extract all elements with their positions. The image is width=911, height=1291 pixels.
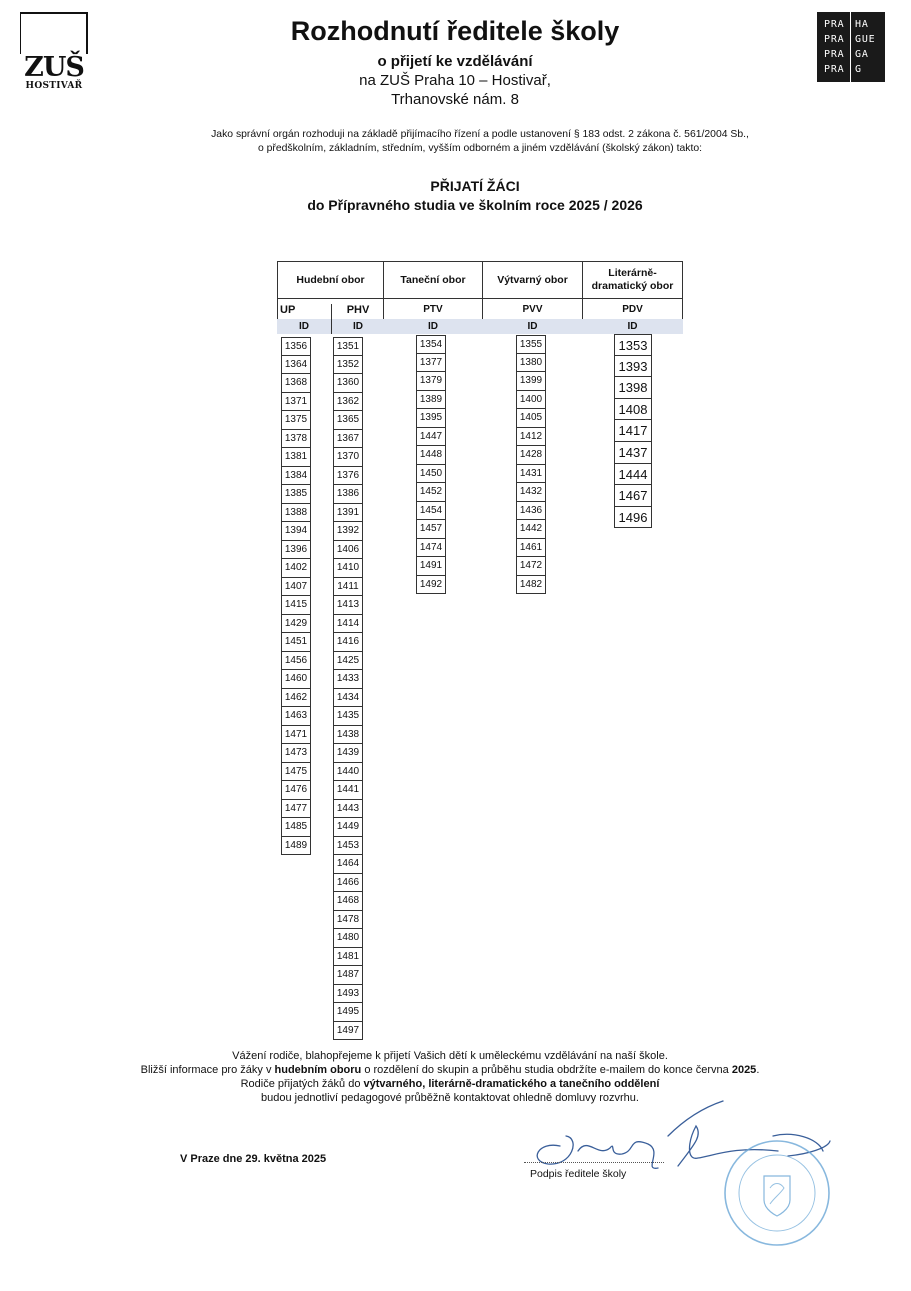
id-cell: 1385 — [281, 485, 311, 504]
id-cell: 1461 — [516, 539, 546, 558]
id-cell: 1452 — [416, 483, 446, 502]
praha-logo-text: PRA — [824, 19, 845, 30]
id-cell: 1463 — [281, 707, 311, 726]
subheader-up: UP — [280, 304, 296, 316]
id-cell: 1391 — [333, 504, 363, 523]
footer-text: o rozdělení do skupin a průběhu studia obdržíte e-mailem do konce června — [361, 1064, 732, 1076]
id-cell: 1433 — [333, 670, 363, 689]
id-cell: 1460 — [281, 670, 311, 689]
id-cell: 1384 — [281, 467, 311, 486]
subheader-ptv: PTV — [423, 304, 443, 315]
id-cell: 1472 — [516, 557, 546, 576]
id-cell: 1412 — [516, 428, 546, 447]
id-cell: 1413 — [333, 596, 363, 615]
id-cell: 1444 — [614, 464, 652, 486]
id-cell: 1443 — [333, 800, 363, 819]
footer-line: Vážení rodiče, blahopřejeme k přijetí Vašich dětí k uměleckému vzdělávání na naší škole. — [232, 1050, 668, 1062]
id-cell: 1353 — [614, 334, 652, 356]
id-cell: 1466 — [333, 874, 363, 893]
id-column-pdv — [614, 334, 652, 528]
id-cell: 1395 — [416, 409, 446, 428]
footer-line — [100, 1077, 800, 1091]
id-cell: 1417 — [614, 420, 652, 442]
id-cell: 1456 — [281, 652, 311, 671]
zus-logo-subtext: HOSTIVAŘ — [25, 81, 83, 91]
id-cell: 1411 — [333, 578, 363, 597]
id-cell: 1468 — [333, 892, 363, 911]
id-cell: 1389 — [416, 391, 446, 410]
id-cell: 1428 — [516, 446, 546, 465]
praha-logo — [817, 12, 885, 82]
id-cell: 1437 — [614, 442, 652, 464]
id-cell: 1436 — [516, 502, 546, 521]
id-cell: 1375 — [281, 411, 311, 430]
id-cell: 1371 — [281, 393, 311, 412]
id-cell: 1368 — [281, 374, 311, 393]
document-date: V Praze dne 29. května 2025 — [180, 1153, 327, 1165]
id-cell: 1398 — [614, 377, 652, 399]
id-cell: 1496 — [614, 507, 652, 529]
id-cell: 1355 — [516, 335, 546, 354]
id-cell: 1474 — [416, 539, 446, 558]
id-cell: 1416 — [333, 633, 363, 652]
praha-logo-text: GA — [855, 49, 869, 60]
praha-logo-text: HA — [855, 19, 869, 30]
group-header-drama: Literárně-dramatický obor — [582, 261, 683, 299]
id-cell: 1435 — [333, 707, 363, 726]
id-cell: 1434 — [333, 689, 363, 708]
id-header-pvv: ID — [527, 321, 538, 332]
id-cell: 1477 — [281, 800, 311, 819]
id-cell: 1476 — [281, 781, 311, 800]
id-cell: 1467 — [614, 485, 652, 507]
praha-logo-text: PRA — [824, 49, 845, 60]
id-cell: 1451 — [281, 633, 311, 652]
id-cell: 1478 — [333, 911, 363, 930]
id-cell: 1393 — [614, 356, 652, 378]
id-cell: 1410 — [333, 559, 363, 578]
id-cell: 1399 — [516, 372, 546, 391]
intro-line: o předškolním, základním, středním, vyšším odborném a jiném vzdělávání (školský zákon) takto: — [257, 143, 703, 154]
id-cell: 1482 — [516, 576, 546, 595]
id-cell: 1400 — [516, 391, 546, 410]
praha-logo-text: PRA — [824, 64, 845, 75]
praha-logo-text: PRA — [824, 34, 845, 45]
praha-logo-text: G — [855, 64, 862, 75]
id-cell: 1447 — [416, 428, 446, 447]
id-cell: 1457 — [416, 520, 446, 539]
id-cell: 1378 — [281, 430, 311, 449]
footer-text-bold: 2025 — [731, 1064, 757, 1076]
id-cell: 1442 — [516, 520, 546, 539]
id-cell: 1441 — [333, 781, 363, 800]
id-cell: 1431 — [516, 465, 546, 484]
school-address: Trhanovské nám. 8 — [391, 91, 519, 108]
id-cell: 1396 — [281, 541, 311, 560]
id-cell: 1432 — [516, 483, 546, 502]
praha-logo-text: GUE — [855, 34, 876, 45]
id-cell: 1354 — [416, 335, 446, 354]
zus-logo-text: ZUŠ — [18, 54, 90, 82]
praha-logo-col1 — [824, 17, 844, 77]
id-column-up — [281, 337, 311, 855]
footer-text-bold: výtvarného, literárně-dramatického a tanečního oddělení — [363, 1078, 660, 1090]
id-cell: 1480 — [333, 929, 363, 948]
subheader-pvv: PVV — [522, 304, 543, 315]
praha-logo-divider — [850, 12, 851, 82]
id-cell: 1495 — [333, 1003, 363, 1022]
id-cell: 1485 — [281, 818, 311, 837]
id-cell: 1362 — [333, 393, 363, 412]
id-cell: 1471 — [281, 726, 311, 745]
id-cell: 1489 — [281, 837, 311, 856]
school-stamp — [722, 1138, 832, 1248]
id-cell: 1440 — [333, 763, 363, 782]
id-cell: 1376 — [333, 467, 363, 486]
id-cell: 1364 — [281, 356, 311, 375]
id-cell: 1439 — [333, 744, 363, 763]
id-cell: 1415 — [281, 596, 311, 615]
id-header-ptv: ID — [428, 321, 438, 332]
id-cell: 1407 — [281, 578, 311, 597]
id-cell: 1429 — [281, 615, 311, 634]
id-cell: 1438 — [333, 726, 363, 745]
id-cell: 1454 — [416, 502, 446, 521]
id-cell: 1450 — [416, 465, 446, 484]
subheader-pdv: PDV — [622, 304, 643, 315]
id-cell: 1394 — [281, 522, 311, 541]
id-column-ptv — [416, 335, 446, 594]
signature-line — [524, 1162, 664, 1163]
id-cell: 1351 — [333, 337, 363, 356]
document-subtitle: o přijetí ke vzdělávání — [377, 53, 533, 70]
id-cell: 1448 — [416, 446, 446, 465]
admission-table-header — [277, 261, 683, 335]
id-cell: 1481 — [333, 948, 363, 967]
id-cell: 1475 — [281, 763, 311, 782]
id-header-pdv: ID — [627, 321, 638, 332]
id-cell: 1360 — [333, 374, 363, 393]
id-cell: 1386 — [333, 485, 363, 504]
id-column-pvv — [516, 335, 546, 594]
intro-line: Jako správní orgán rozhoduji na základě přijímacího řízení a podle ustanovení § 183 odst. 2 zákona č. 561/2004 Sb., — [211, 129, 749, 140]
footer-line — [100, 1063, 800, 1077]
id-header-phv: ID — [331, 319, 384, 334]
id-cell: 1493 — [333, 985, 363, 1004]
id-cell: 1380 — [516, 354, 546, 373]
footer-text: Rodiče přijatých žáků do — [240, 1078, 364, 1090]
section-heading: PŘIJATÍ ŽÁCI — [430, 178, 520, 194]
footer-text: . — [756, 1064, 760, 1076]
id-cell: 1367 — [333, 430, 363, 449]
id-cell: 1408 — [614, 399, 652, 421]
id-cell: 1491 — [416, 557, 446, 576]
document-title: Rozhodnutí ředitele školy — [290, 16, 620, 46]
id-cell: 1402 — [281, 559, 311, 578]
id-cell: 1464 — [333, 855, 363, 874]
id-cell: 1449 — [333, 818, 363, 837]
id-cell: 1414 — [333, 615, 363, 634]
id-cell: 1453 — [333, 837, 363, 856]
footer-line: budou jednotliví pedagogové průběžně kontaktovat ohledně domluvy rozvrhu. — [261, 1092, 639, 1104]
id-cell: 1365 — [333, 411, 363, 430]
footer-text: Bližší informace pro žáky v — [140, 1064, 275, 1076]
id-cell: 1492 — [416, 576, 446, 595]
id-cell: 1425 — [333, 652, 363, 671]
id-cell: 1487 — [333, 966, 363, 985]
id-cell: 1381 — [281, 448, 311, 467]
section-subheading: do Přípravného studia ve školním roce 2025 / 2026 — [307, 197, 643, 213]
id-cell: 1473 — [281, 744, 311, 763]
group-header-art: Výtvarný obor — [482, 261, 583, 299]
id-header-up: ID — [299, 321, 309, 332]
signature-label: Podpis ředitele školy — [530, 1168, 627, 1180]
id-cell: 1497 — [333, 1022, 363, 1041]
zus-logo — [18, 12, 90, 92]
id-cell: 1406 — [333, 541, 363, 560]
subheader-phv: PHV — [331, 304, 384, 320]
id-cell: 1356 — [281, 337, 311, 356]
school-name: na ZUŠ Praha 10 – Hostivař, — [359, 72, 551, 89]
id-cell: 1392 — [333, 522, 363, 541]
footer-text-bold: hudebním oboru — [274, 1064, 362, 1076]
id-cell: 1377 — [416, 354, 446, 373]
praha-logo-col2 — [855, 17, 875, 77]
id-cell: 1405 — [516, 409, 546, 428]
intro-paragraph — [120, 128, 840, 156]
id-cell: 1352 — [333, 356, 363, 375]
id-cell: 1388 — [281, 504, 311, 523]
id-cell: 1379 — [416, 372, 446, 391]
id-cell: 1462 — [281, 689, 311, 708]
id-column-phv — [333, 337, 363, 1040]
group-header-dance: Taneční obor — [383, 261, 483, 299]
id-cell: 1370 — [333, 448, 363, 467]
group-header-music: Hudební obor — [277, 261, 384, 299]
